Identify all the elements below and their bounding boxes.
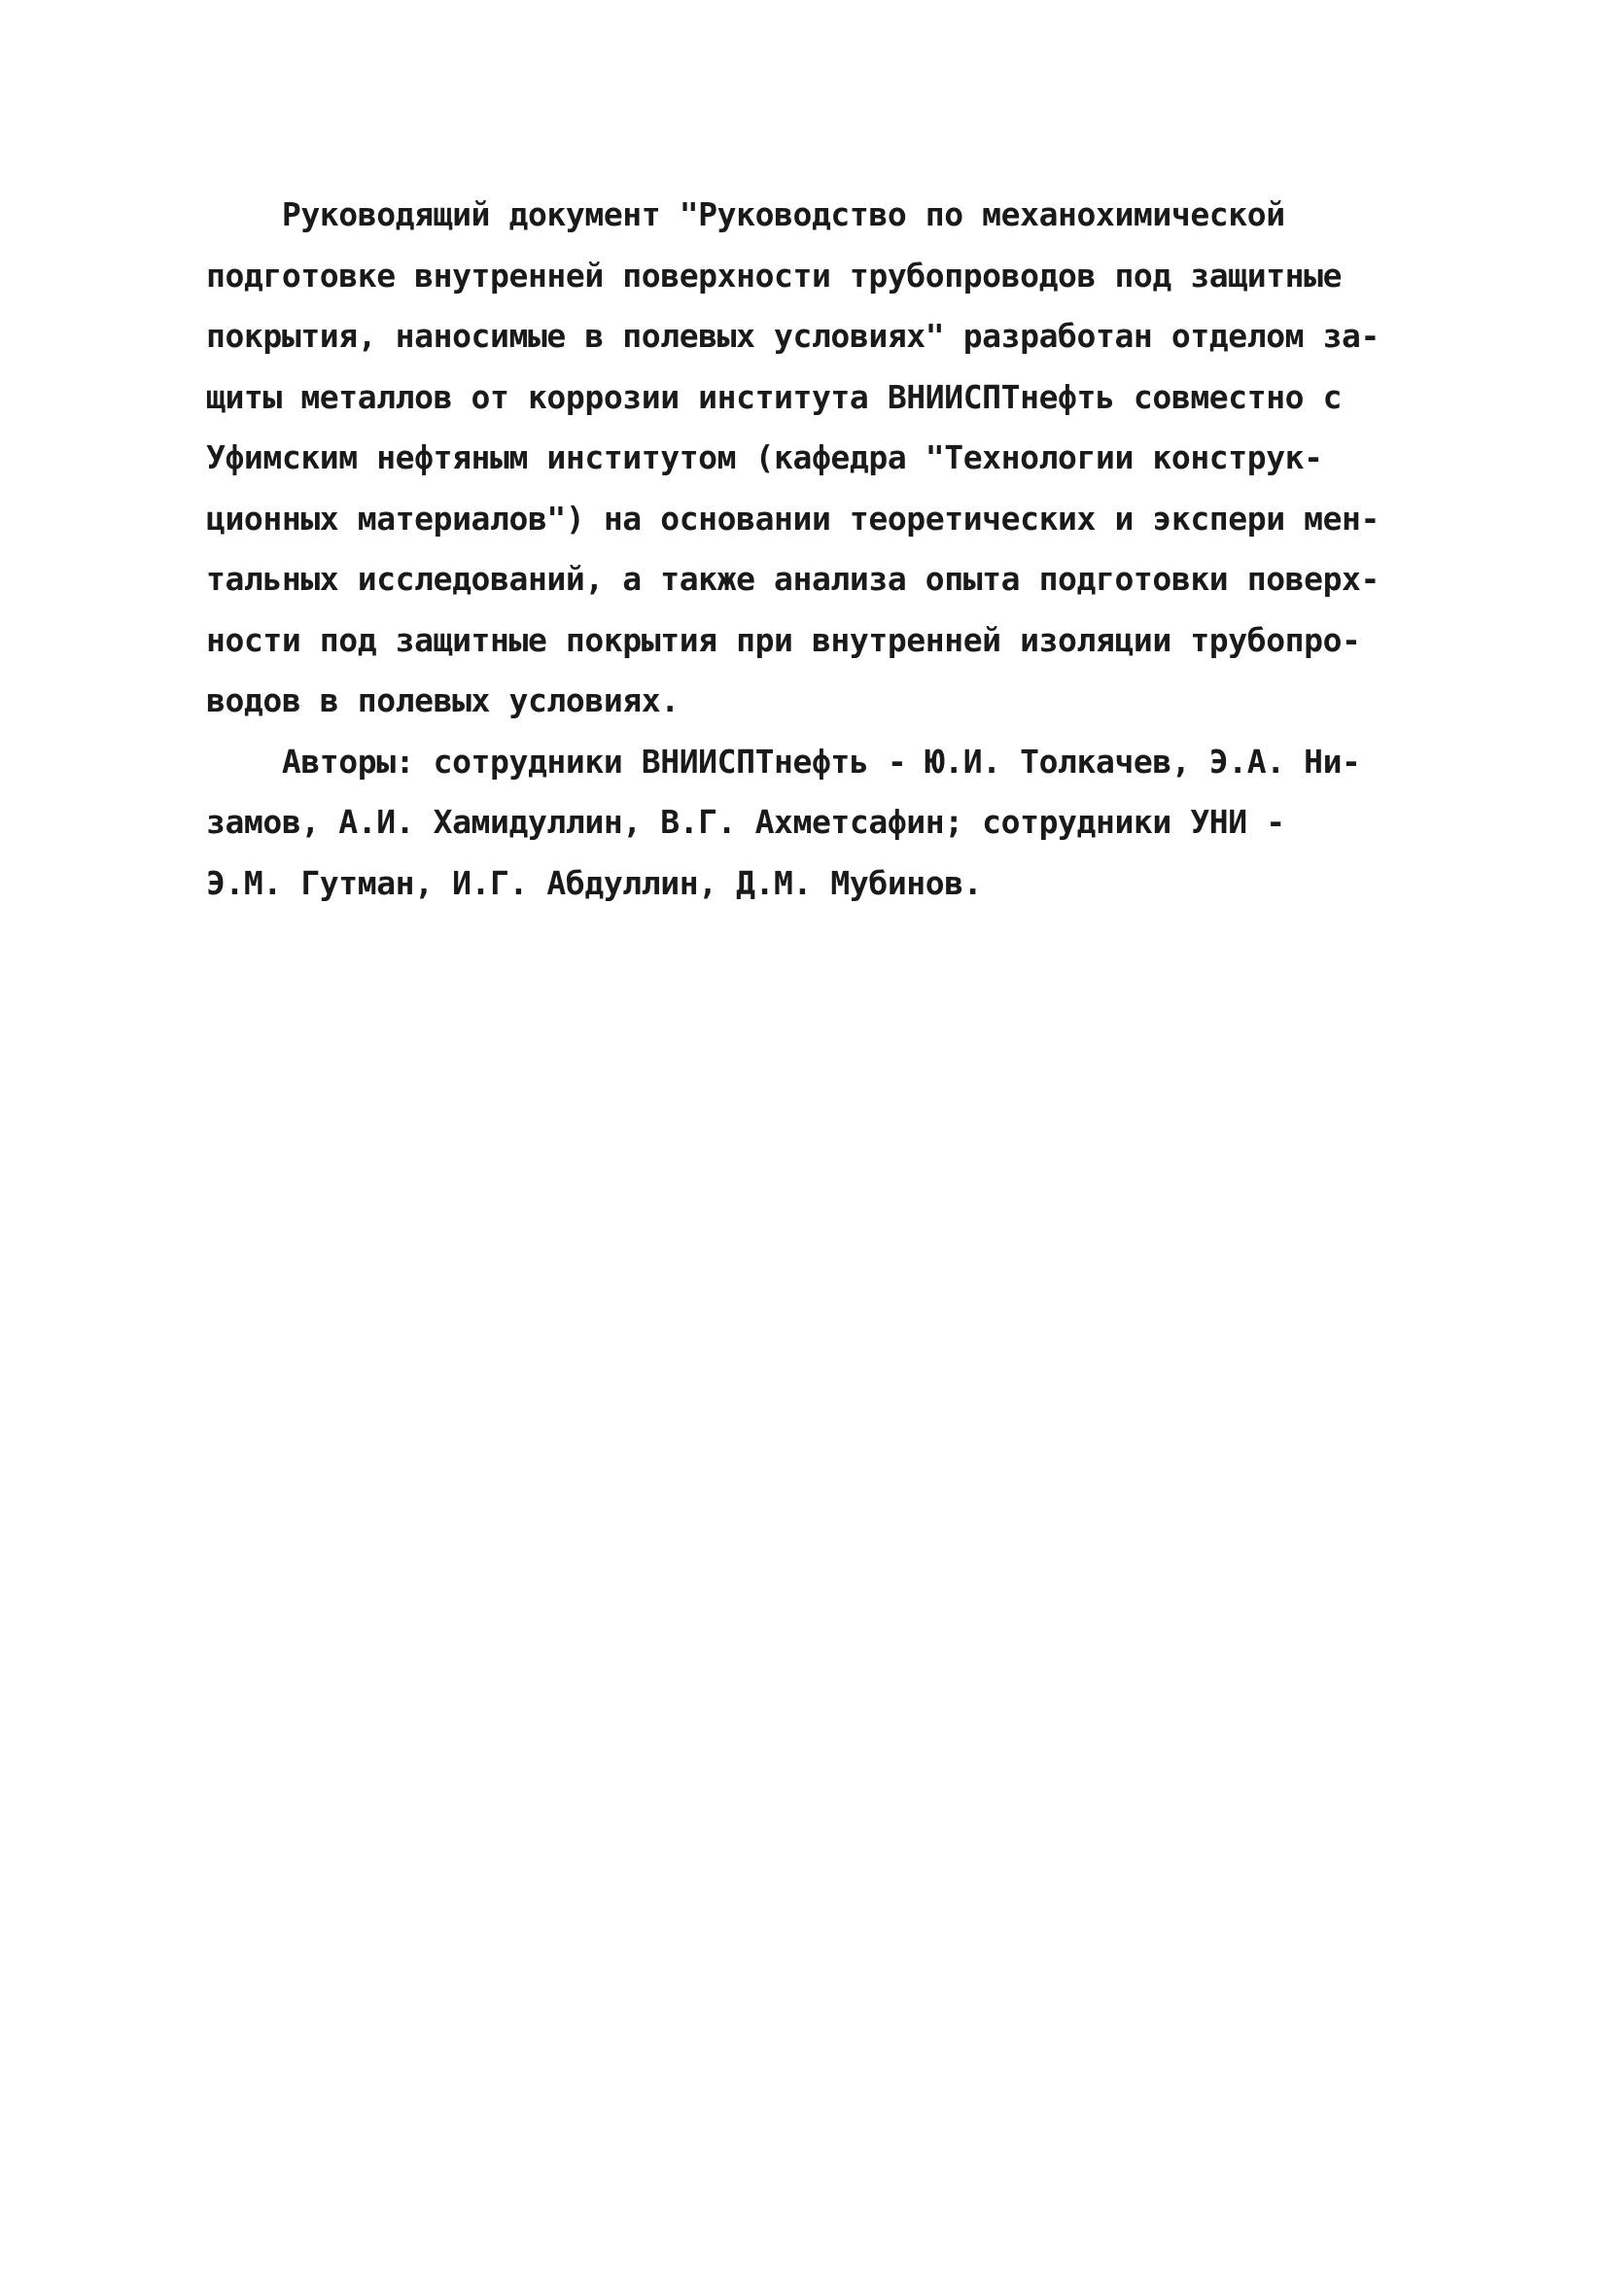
text-line: тальных исследований, а также анализа опыта подготовки поверх- [206,560,1380,598]
text-line: подготовке внутренней поверхности трубопроводов под защитные [206,256,1343,295]
text-line: Э.М. Гутман, И.Г. Абдуллин, Д.М. Мубинов. [206,863,983,902]
text-line: водов в полевых условиях. [206,681,680,719]
text-line: Уфимским нефтяным институтом (кафедра "Технологии конструк- [206,438,1323,476]
text-line: покрытия, наносимые в полевых условиях" разработан отделом за- [206,317,1380,355]
text-line: ности под защитные покрытия при внутренней изоляции трубопро- [206,620,1361,659]
text-line: замов, А.И. Хамидуллин, В.Г. Ахметсафин; сотрудники УНИ - [206,803,1285,841]
text-line: щиты металлов от коррозии института ВНИИСПТнефть совместно с [206,377,1343,416]
text-line: Авторы: сотрудники ВНИИСПТнефть - Ю.И. Толкачев, Э.А. Ни- [206,742,1361,781]
text-line: Руководящий документ "Руководство по механохимической [206,195,1285,233]
text-line: ционных материалов") на основании теоретических и экспери мен- [206,499,1380,538]
document-body [206,185,1412,914]
